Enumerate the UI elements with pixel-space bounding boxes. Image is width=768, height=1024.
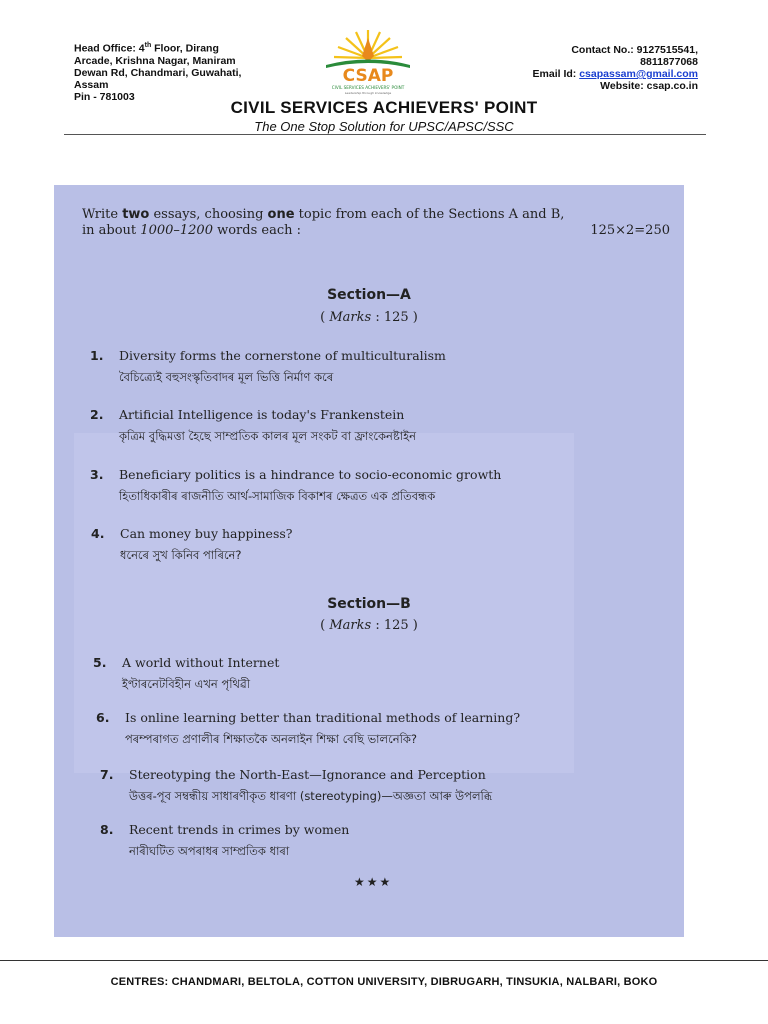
footer-divider [0, 960, 768, 961]
instruction-text: in about [82, 223, 141, 238]
marks-value: : 125 [375, 310, 409, 325]
exam-paper-scan [54, 185, 684, 937]
address-line: Arcade, Krishna Nagar, Maniram [74, 54, 236, 67]
contact-block [438, 44, 698, 92]
instruction-text: topic from each of the Sections A and B, [294, 207, 565, 222]
total-marks: 125×2=250 [590, 223, 670, 238]
question-assamese: পৰম্পৰাগত প্ৰণালীৰ শিক্ষাতকৈ অনলাইন শিক্ষা বেছি ভালনেকি? [125, 732, 418, 746]
logo-subtext: CIVIL SERVICES ACHIEVERS' POINT [331, 85, 405, 90]
contact-number: Contact No.: 9127515541, [571, 44, 698, 56]
question-number: 1. [90, 348, 104, 363]
address-superscript: th [144, 42, 152, 49]
email-label: Email Id: [532, 68, 580, 80]
question-assamese: উত্তৰ-পূব সম্বন্ধীয় সাধাৰণীকৃত ধাৰণা (stereotyping)—অজ্ঞতা আৰু উপলব্ধি [129, 789, 493, 803]
instruction-emphasis: two [122, 207, 150, 222]
marks-label: Marks [329, 618, 372, 633]
question-number: 6. [96, 710, 110, 725]
header-divider [64, 134, 706, 135]
word-limit: 1000–1200 [140, 223, 213, 238]
organization-name: CIVIL SERVICES ACHIEVERS' POINT [230, 98, 538, 117]
section-b-marks: ( Marks : 125 ) [320, 618, 418, 633]
address-line: Assam [74, 78, 109, 91]
question-number: 3. [90, 467, 104, 482]
question-assamese: ইণ্টাৰনেটবিহীন এখন পৃথিৱী [122, 677, 251, 691]
address-line: Dewan Rd, Chandmari, Guwahati, [74, 66, 242, 79]
question-assamese: হিতাধিকাৰীৰ ৰাজনীতি আৰ্থ-সামাজিক বিকাশৰ ক্ষেত্ৰত এক প্ৰতিবন্ধক [119, 489, 436, 503]
question-number: 8. [100, 822, 114, 837]
tagline: The One Stop Solution for UPSC/APSC/SSC [254, 119, 514, 134]
question-english: Diversity forms the cornerstone of multiculturalism [119, 348, 446, 363]
question-english: Artificial Intelligence is today's Frankenstein [119, 407, 405, 422]
csap-logo [318, 28, 418, 98]
address-line: Floor, Dirang [151, 42, 219, 55]
section-a-marks: ( Marks : 125 ) [320, 310, 418, 325]
marks-label: Marks [329, 310, 372, 325]
instruction-emphasis: one [267, 207, 295, 222]
question-english: Is online learning better than traditional methods of learning? [125, 710, 521, 725]
instruction-text: Write [82, 207, 123, 222]
question-english: A world without Internet [122, 655, 280, 670]
question-assamese: কৃত্ৰিম বুদ্ধিমত্তা হৈছে সাম্প্ৰতিক কালৰ মূল সংকট বা ফ্ৰাংকেনষ্টাইন [119, 429, 416, 443]
question-number: 2. [90, 407, 104, 422]
instruction-text: essays, choosing [149, 207, 268, 222]
instructions [82, 207, 672, 239]
question-english: Recent trends in crimes by women [129, 822, 350, 837]
section-a-title: Section—A [327, 287, 411, 303]
contact-number-2: 8811877068 [640, 56, 698, 68]
section-b-title: Section—B [327, 596, 411, 612]
question-number: 5. [93, 655, 107, 670]
question-assamese: নাৰীঘটিত অপৰাধৰ সাম্প্ৰতিক ধাৰা [129, 844, 290, 858]
instruction-text: words each : [212, 223, 302, 238]
question-number: 7. [100, 767, 114, 782]
email-link[interactable]: csapassam@gmail.com [579, 68, 698, 80]
website: Website: csap.co.in [600, 80, 698, 92]
question-number: 4. [91, 526, 105, 541]
logo-wordmark: CSAP [342, 66, 394, 86]
question-english: Can money buy happiness? [120, 526, 293, 541]
centres-footer: CENTRES: CHANDMARI, BELTOLA, COTTON UNIVERSITY, DIBRUGARH, TINSUKIA, NALBARI, BOKO [110, 976, 658, 988]
letterhead [0, 0, 768, 140]
head-office-address [74, 40, 304, 103]
address-line: Head Office: 4 [74, 42, 145, 55]
address-pin: Pin - 781003 [74, 90, 135, 103]
question-assamese: বৈচিত্ৰ্যেই বহুসংস্কৃতিবাদৰ মূল ভিত্তি নির্মাণ কৰে [119, 370, 334, 384]
svg-text:Leadership through knowledge: Leadership through knowledge [344, 91, 392, 95]
question-english: Stereotyping the North-East—Ignorance and Perception [129, 767, 486, 782]
marks-value: : 125 [375, 618, 409, 633]
question-assamese: ধনেৰে সুখ কিনিব পাৰিনে? [120, 548, 242, 562]
end-stars: ★★★ [354, 875, 393, 889]
question-english: Beneficiary politics is a hindrance to socio-economic growth [119, 467, 502, 482]
